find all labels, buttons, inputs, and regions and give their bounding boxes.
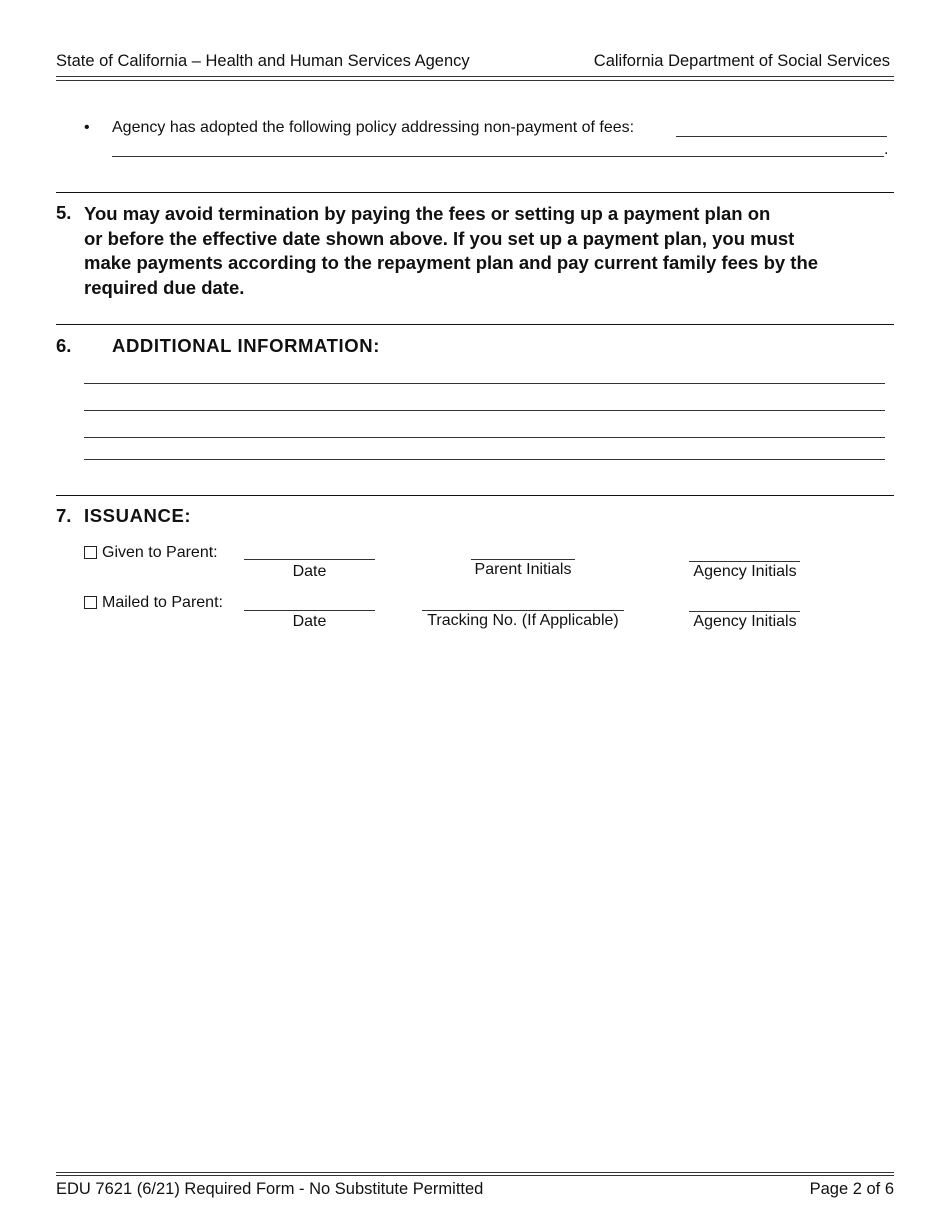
mailed-date-line[interactable] — [244, 610, 375, 611]
policy-text: Agency has adopted the following policy addressing non-payment of fees: — [112, 119, 635, 136]
policy-fill-line-2[interactable] — [112, 156, 884, 157]
given-agency-initials-label: Agency Initials — [693, 563, 797, 580]
section-5-line-1: You may avoid termination by paying the fees or setting up a payment plan on — [84, 203, 771, 224]
section-5-number: 5. — [56, 202, 72, 223]
header-rule-top — [56, 76, 894, 77]
additional-info-line-3[interactable] — [84, 437, 885, 438]
header-agency: State of California – Health and Human Services Agency — [56, 52, 470, 70]
mailed-agency-initials-line[interactable] — [689, 611, 800, 612]
mailed-to-parent-label: Mailed to Parent: — [102, 594, 223, 611]
policy-fill-line-1[interactable] — [676, 136, 887, 137]
section-7-rule — [56, 495, 894, 496]
mailed-agency-initials-label: Agency Initials — [693, 613, 797, 630]
footer-rule-top — [56, 1172, 894, 1173]
section-6-number: 6. — [56, 335, 72, 356]
mailed-date-label: Date — [292, 613, 327, 630]
section-6-title: ADDITIONAL INFORMATION: — [112, 335, 380, 356]
additional-info-line-4[interactable] — [84, 459, 885, 460]
footer-form-id: EDU 7621 (6/21) Required Form - No Substitute Permitted — [56, 1180, 484, 1198]
section-5-line-2: or before the effective date shown above. If you set up a payment plan, you must — [84, 227, 795, 249]
tracking-number-label: Tracking No. (If Applicable) — [427, 612, 619, 629]
section-7-number: 7. — [56, 505, 72, 526]
section-6-rule — [56, 324, 894, 325]
given-agency-initials-line[interactable] — [689, 561, 800, 562]
given-to-parent-checkbox[interactable] — [84, 546, 97, 559]
given-date-label: Date — [292, 563, 327, 580]
bullet-marker: • — [84, 119, 90, 136]
section-5-notice — [84, 202, 894, 300]
mailed-to-parent-checkbox[interactable] — [84, 596, 97, 609]
additional-info-line-1[interactable] — [84, 383, 885, 384]
parent-initials-label: Parent Initials — [474, 561, 572, 578]
parent-initials-line[interactable] — [471, 559, 575, 560]
tracking-number-line[interactable] — [422, 610, 624, 611]
section-7-title: ISSUANCE: — [84, 505, 192, 526]
footer-page-number: Page 2 of 6 — [809, 1180, 894, 1198]
header-department: California Department of Social Services — [593, 52, 890, 70]
given-date-line[interactable] — [244, 559, 375, 560]
header-rule-bottom — [56, 80, 894, 81]
additional-info-line-2[interactable] — [84, 410, 885, 411]
section-5-rule — [56, 192, 894, 193]
section-5-line-3: make payments according to the repayment plan and pay current family fees by the — [84, 252, 819, 273]
policy-period: . — [884, 141, 889, 158]
footer-rule-bottom — [56, 1175, 894, 1176]
section-5-line-4: required due date. — [84, 276, 245, 298]
given-to-parent-label: Given to Parent: — [102, 544, 218, 561]
